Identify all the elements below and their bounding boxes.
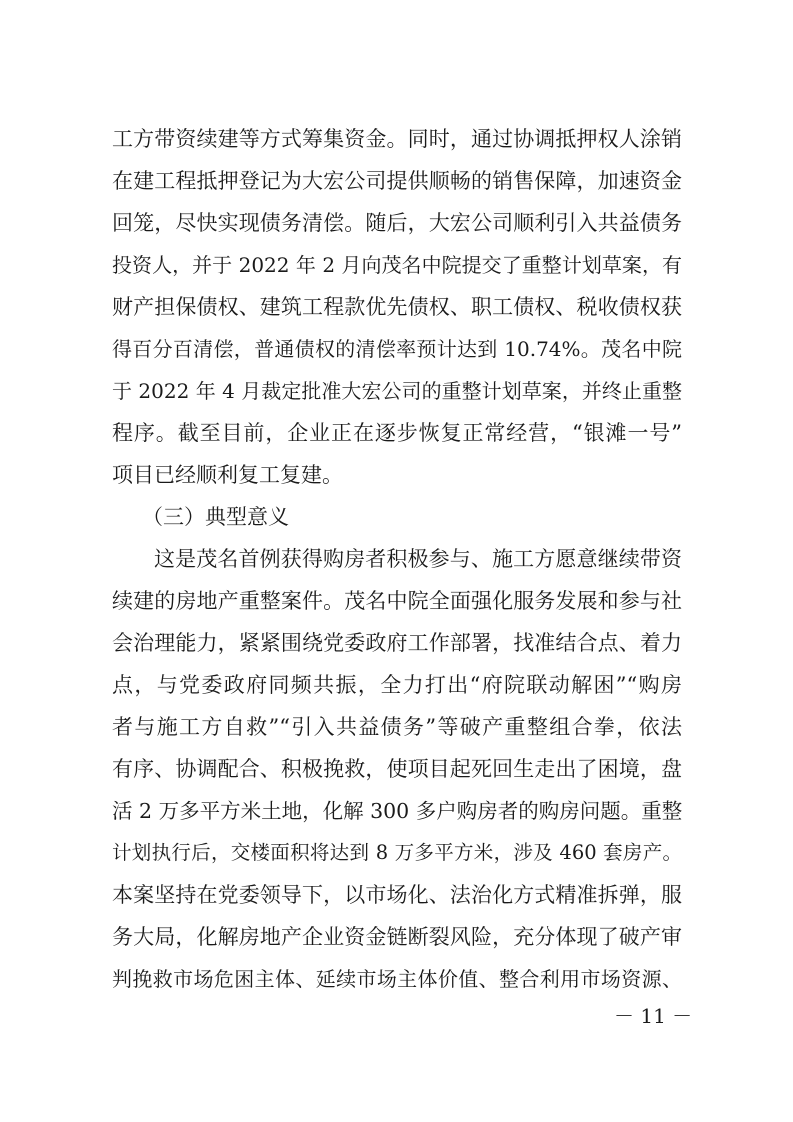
text-line: 项目已经顺利复工复建。 xyxy=(112,463,343,487)
text-line: 于 2022 年 4 月裁定批准大宏公司的重整计划草案，并终止重整 xyxy=(112,379,682,403)
text-line: 判挽救市场危困主体、延续市场主体价值、整合利用市场资源、 xyxy=(112,967,682,991)
text-line: 计划执行后，交楼面积将达到 8 万多平方米，涉及 460 套房产。 xyxy=(112,841,682,864)
text-line: 点，与党委政府同频共振，全力打出“府院联动解困”“购房 xyxy=(112,673,682,697)
text-line: 务大局，化解房地产企业资金链断裂风险，充分体现了破产审 xyxy=(112,925,682,949)
text-line: 有序、协调配合、积极挽救，使项目起死回生走出了困境，盘 xyxy=(112,757,682,781)
section-heading: （三）典型意义 xyxy=(142,505,289,529)
body-text xyxy=(112,118,682,1000)
text-line: 会治理能力，紧紧围绕党委政府工作部署，找准结合点、着力 xyxy=(112,631,682,655)
text-line: 续建的房地产重整案件。茂名中院全面强化服务发展和参与社 xyxy=(112,589,682,613)
text-line: 回笼，尽快实现债务清偿。随后，大宏公司顺利引入共益债务 xyxy=(112,211,682,235)
text-line: 者与施工方自救”“引入共益债务”等破产重整组合拳，依法 xyxy=(112,715,682,739)
page-number: － 11 － xyxy=(614,1004,693,1028)
text-line: 程序。截至目前，企业正在逐步恢复正常经营，“银滩一号” xyxy=(112,421,682,445)
text-line: 在建工程抵押登记为大宏公司提供顺畅的销售保障，加速资金 xyxy=(112,169,682,193)
text-line: 这是茂名首例获得购房者积极参与、施工方愿意继续带资 xyxy=(154,547,682,571)
text-line: 财产担保债权、建筑工程款优先债权、职工债权、税收债权获 xyxy=(112,295,682,319)
text-line: 工方带资续建等方式筹集资金。同时，通过协调抵押权人涂销 xyxy=(112,127,682,151)
text-line: 投资人，并于 2022 年 2 月向茂名中院提交了重整计划草案，有 xyxy=(112,253,682,277)
text-line: 活 2 万多平方米土地，化解 300 多户购房者的购房问题。重整 xyxy=(112,799,683,823)
text-line: 得百分百清偿，普通债权的清偿率预计达到 10.74%。茂名中院 xyxy=(112,337,682,361)
text-line: 本案坚持在党委领导下，以市场化、法治化方式精准拆弹，服 xyxy=(112,883,682,907)
